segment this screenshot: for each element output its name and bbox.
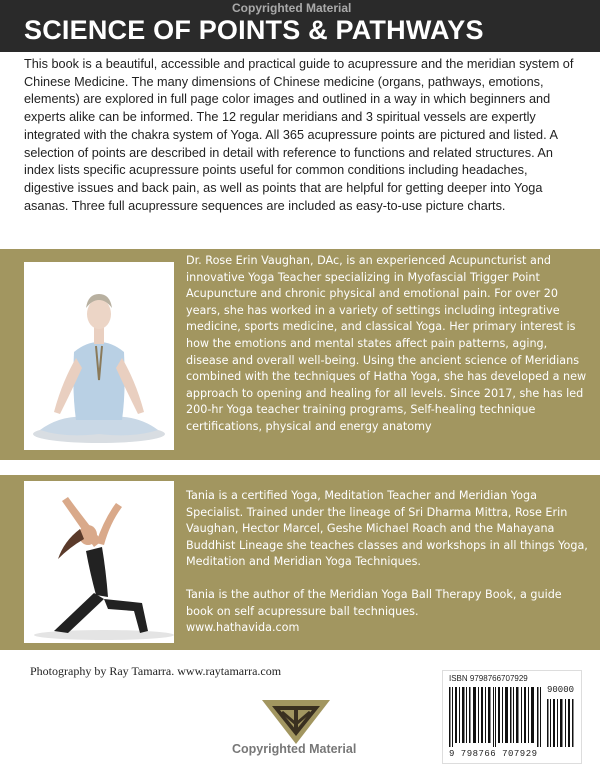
photo-credit: Photography by Ray Tamarra. www.raytamarra.com — [30, 664, 282, 678]
author1-bio: Dr. Rose Erin Vaughan, DAc, is an experienced Acupuncturist and innovative Yoga Teacher specializing in Myofascial Trigger Point Acupuncture and chronic physical and emotional pain. For over 20 years, she has worked in a variety of settings including integrative medicine, sports medicine, and classical Yoga. Her primary interest is how the emotions and mental states affect pain patterns, aging, disease and overall well-being. Using the ancient science of Meridians combined with the techniques of Hatha Yoga, she has developed a new approach to opening and healing for all levels. Since 2017, she has led 200-hr Yoga teacher training programs, Self-healing technique certifications, physical and energy anatomy — [186, 254, 587, 433]
author2-bio-paragraph: Tania is a certified Yoga, Meditation Teacher and Meridian Yoga Specialist. Trained under the lineage of Sri Dharma Mittra, Rose Erin Vaughan, Hector Marcel, Geshe Michael Roach and the Mahayana Buddhist Lineage she teaches classes and workshops in all things Yoga, Meditation and Meridian Yoga Techniques. — [186, 489, 588, 569]
price-barcode-icon — [547, 699, 575, 747]
author2-bio-paragraph: Tania is the author of the Meridian Yoga Ball Therapy Book, a guide book on self acupressure ball techniques. — [186, 587, 562, 618]
book-title: SCIENCE OF POINTS & PATHWAYS — [24, 15, 484, 45]
price-code: 90000 — [547, 685, 575, 695]
title-banner — [0, 0, 600, 52]
isbn-label: ISBN 9798766707929 — [449, 674, 528, 683]
isbn-barcode — [442, 670, 582, 764]
author2-website-link[interactable]: www.hathavida.com — [186, 621, 300, 635]
author2-bio — [186, 488, 588, 637]
ean-digits: 9 798766 707929 — [449, 749, 538, 759]
copyright-watermark-bottom: Copyrighted Material — [232, 742, 357, 756]
barcode-bars-icon — [449, 687, 543, 747]
author2-photo — [24, 481, 174, 643]
author1-photo — [24, 262, 174, 450]
copyright-watermark-top: Copyrighted Material — [232, 1, 352, 15]
book-description: This book is a beautiful, accessible and practical guide to acupressure and the meridian system of Chinese Medicine. The many dimensions of Chinese medicine (organs, pathways, emotions, elements) are explored in full page color images and outlined in a way in which beginners and experts alike can be informed. The 12 regular meridians and 3 spiritual vessels are expertly integrated with the chakra system of Yoga. All 365 acupressure points are pictured and listed. A selection of points are described in detail with reference to functions and related structures. An index lists specific acupressure points useful for common conditions including headaches, digestive issues and back pain, as well as points that are helpful for getting deeper into Yoga asanas. Three full acupressure sequences are included as easy-to-use picture charts. — [24, 57, 574, 213]
